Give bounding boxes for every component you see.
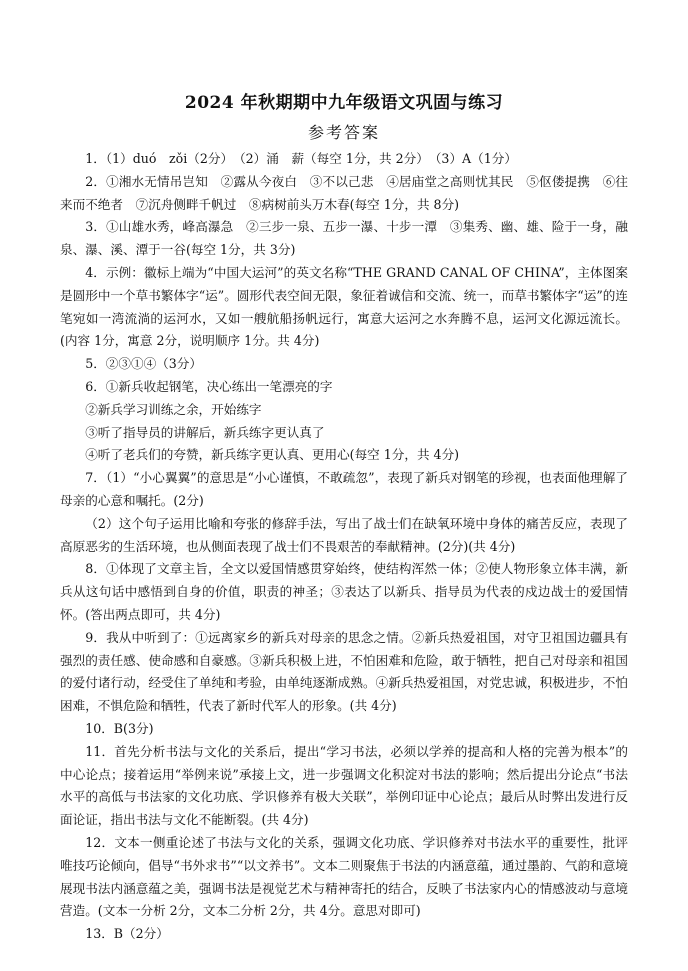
- answer-6-item-4: ④听了老兵们的夸赞，新兵练字更认真、更用心(每空 1分，共 4分): [85, 447, 460, 463]
- page-title: 2024 年秋期期中九年级语文巩固与练习: [184, 93, 504, 113]
- answer-7-part-2: （2）这个句子运用比喻和夸张的修辞手法，写出了战士们在缺氧环境中身体的痛苦反应，表现了高原恶劣的生活环境，也从侧面表现了战士们不畏艰苦的奉献精神。(2分)(共 4分): [60, 515, 628, 554]
- page-subtitle: 参考答案: [307, 123, 380, 142]
- answer-6-item-2: ②新兵学习训练之余，开始练字: [85, 401, 262, 417]
- answer-4: 4．示例：徽标上端为“中国大运河”的英文名称“THE GRAND CANAL OF CHINA”，主体图案是圆形中一个草书繁体字“运”。圆形代表空间无限，象征着诚信和交流、统一，而草书繁体字“运”的连笔宛如一湾流淌的运河水，又如一艘航船扬帆远行，寓意大运河之水奔腾不息，运河文化源远流长。(内容 1分，寓意 2分，说明顺序 1分。共 4分): [60, 264, 628, 349]
- answer-6-item-3: ③听了指导员的讲解后，新兵练字更认真了: [85, 424, 325, 440]
- answer-13: 13．B（2分）: [85, 926, 169, 942]
- answer-9: 9．我从中听到了：①远离家乡的新兵对母亲的思念之情。②新兵热爱祖国，对守卫祖国边疆具有强烈的责任感、使命感和自豪感。③新兵积极上进，不怕困难和危险，敢于牺牲，把自己对母亲和祖国的爱付诸行动，经受住了单纯和考验，由单纯逐渐成熟。④新兵热爱祖国，对党忠诚，积极进步，不怕困难，不惧危险和牺牲，代表了新时代军人的形象。(共 4分): [60, 629, 628, 714]
- answer-8: 8．①体现了文章主旨，全文以爱国情感贯穿始终，使结构浑然一体；②使人物形象立体丰满，新兵从这句话中感悟到自身的价值，职责的神圣；③表达了以新兵、指导员为代表的戍边战士的爱国情怀。(答出两点即可，共 4分): [60, 561, 628, 622]
- answer-list: [60, 148, 628, 946]
- answer-11: 11．首先分析书法与文化的关系后，提出“学习书法，必须以学养的提高和人格的完善为根本”的中心论点；接着运用“举例来说”承接上文，进一步强调文化积淀对书法的影响；然后提出分论点“书法水平的高低与书法家的文化功底、学识修养有极大关联”，举例印证中心论点；最后从时弊出发进行反面论证，指出书法与文化不能断裂。(共 4分): [60, 743, 628, 828]
- answer-1: 1．（1）duó zǒi（2分） （2）涌 薪（每空 1分，共 2分） （3）A（1分）: [85, 151, 517, 166]
- answer-3: 3．①山雄水秀，峰高瀑急 ②三步一泉、五步一瀑、十步一潭 ③集秀、幽、雄、险于一身，融泉、瀑、溪、潭于一谷(每空 1分，共 3分): [60, 219, 628, 258]
- answer-12: 12．文本一侧重论述了书法与文化的关系，强调文化功底、学识修养对书法水平的重要性，批评唯技巧论倾向，倡导“书外求书”“以文养书”。文本二则聚焦于书法的内涵意蕴，通过墨韵、气韵和意境展现书法内涵意蕴之美，强调书法是视觉艺术与精神寄托的结合，反映了书法家内心的情感波动与意境营造。(文本一分析 2分，文本二分析 2分，共 4分。意思对即可): [60, 834, 628, 919]
- answer-2: 2．①湘水无情吊岂知 ②露从今夜白 ③不以己悲 ④居庙堂之高则忧其民 ⑤伛偻提携 ⑥往来而不绝者 ⑦沉舟侧畔千帆过 ⑧病树前头万木春(每空 1分，共 8分): [60, 173, 628, 212]
- answer-7-part-1: 7．（1）“小心翼翼”的意思是“小心谨慎，不敢疏忽”，表现了新兵对钢笔的珍视，也表面他理解了母亲的心意和嘱托。(2分): [60, 470, 628, 508]
- answer-10: 10．B(3分): [85, 720, 154, 736]
- answer-5: 5．②③①④（3分）: [85, 356, 202, 372]
- answer-6-item-1: 6．①新兵收起钢笔，决心练出一笔漂亮的字: [85, 378, 333, 394]
